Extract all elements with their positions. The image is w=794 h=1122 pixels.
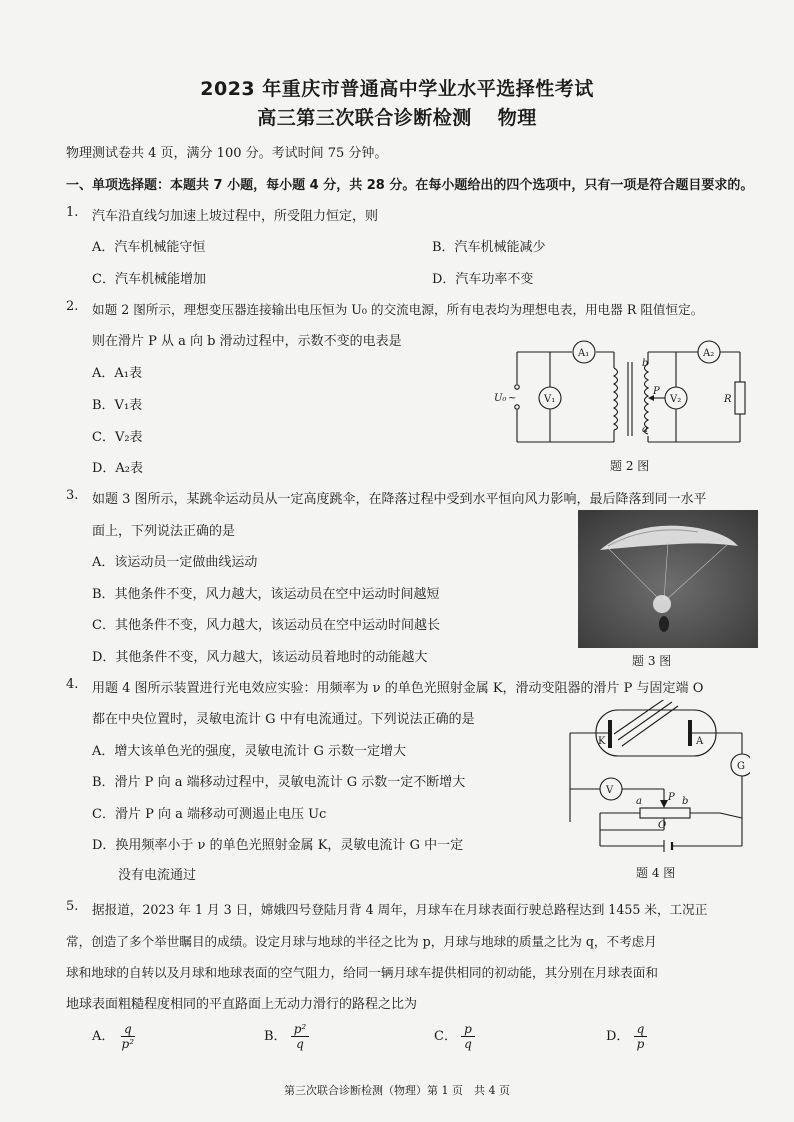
label-anode: A xyxy=(696,736,704,747)
option-d-cont: 没有电流通过 xyxy=(118,868,197,883)
label-v: V xyxy=(606,785,614,796)
option-c: C． $\frac{p}{q}$ xyxy=(434,1022,475,1051)
question-number: 4. xyxy=(66,677,79,692)
figure-caption: 题 3 图 xyxy=(632,654,672,668)
fraction-denominator: q xyxy=(464,1037,472,1051)
fraction-numerator: q xyxy=(634,1022,648,1037)
label-g: G xyxy=(737,761,745,772)
exam-intro: 物理测试卷共 4 页，满分 100 分。考试时间 75 分钟。 xyxy=(66,146,388,161)
option-a: A．该运动员一定做曲线运动 xyxy=(92,555,258,570)
exam-title-line1: 2023 年重庆市普通高中学业水平选择性考试 xyxy=(200,78,594,100)
label-a1: A₁ xyxy=(578,348,590,359)
label-u0: U₀ xyxy=(494,393,507,404)
option-c: C．其他条件不变，风力越大，该运动员在空中运动时间越长 xyxy=(92,618,440,633)
resistor-r xyxy=(735,382,745,414)
photoelectric-circuit-diagram xyxy=(560,700,750,860)
fraction-denominator: p xyxy=(636,1037,645,1051)
question-stem: 据报道，2023 年 1 月 3 日，嫦娥四号登陆月背 4 周年，月球车在月球表面行驶总路程达到 1455 米，工况正 xyxy=(92,902,708,917)
option-b: B．V₁表 xyxy=(92,398,143,413)
question-stem: 如题 2 图所示，理想变压器连接输出电压恒为 U₀ 的交流电源，所有电表均为理想电表，用电器 R 阻值恒定。 xyxy=(92,302,704,317)
label-k: K xyxy=(598,736,606,747)
transformer-circuit-diagram xyxy=(490,338,760,450)
option-d: D．其他条件不变，风力越大，该运动员着地时的动能越大 xyxy=(92,650,428,665)
fraction-denominator: q xyxy=(296,1037,304,1051)
fraction-numerator: p² xyxy=(291,1022,310,1037)
option-b: B．汽车机械能减少 xyxy=(432,240,546,255)
fraction-numerator: q xyxy=(121,1022,135,1037)
exam-title-line2 xyxy=(0,103,794,130)
label-b-end: b xyxy=(682,796,689,807)
figure-caption: 题 2 图 xyxy=(610,459,650,473)
label-p: P xyxy=(668,792,675,803)
question-stem: 汽车沿直线匀加速上坡过程中，所受阻力恒定，则 xyxy=(92,209,379,224)
label-p: P xyxy=(653,386,660,397)
option-a: A．A₁表 xyxy=(92,366,142,381)
skydiver xyxy=(659,616,669,632)
question-stem-cont: 常，创造了多个举世瞩目的成绩。设定月球与地球的半径之比为 p，月球与地球的质量之比为 q，不考虑月 xyxy=(66,934,657,949)
option-b: B． $\frac{\text{p²}}{q}$ xyxy=(264,1022,309,1051)
label-a-end: a xyxy=(636,796,642,807)
option-d: D． $\frac{q}{p}$ xyxy=(606,1022,647,1051)
option-c: C．汽车机械能增加 xyxy=(92,272,206,287)
option-a: A．汽车机械能守恒 xyxy=(92,240,206,255)
question-stem: 用题 4 图所示装置进行光电效应实验：用频率为 ν 的单色光照射金属 K，滑动变阻器的滑片 P 与固定端 O xyxy=(92,681,704,696)
option-d: D．汽车功率不变 xyxy=(432,272,534,287)
option-d: D．换用频率小于 ν 的单色光照射金属 K，灵敏电流计 G 中一定 xyxy=(92,838,464,853)
svg-text:~: ~ xyxy=(508,393,517,404)
fraction-denominator: p² xyxy=(121,1037,135,1051)
label-a: a xyxy=(642,424,648,435)
fraction-numerator: p xyxy=(461,1022,475,1037)
question-number: 1. xyxy=(66,205,79,220)
option-c: C．滑片 P 向 a 端移动可测遏止电压 Uc xyxy=(92,807,327,822)
label-o: O xyxy=(658,820,667,831)
question-number: 2. xyxy=(66,299,79,314)
parachute-photo xyxy=(578,510,758,648)
exam-subtitle: 高三第三次联合诊断检测 xyxy=(257,107,472,129)
option-b: B．滑片 P 向 a 端移动过程中，灵敏电流计 G 示数一定不断增大 xyxy=(92,775,466,790)
question-stem-cont: 面上，下列说法正确的是 xyxy=(92,524,236,539)
label-r: R xyxy=(724,394,732,405)
label-v1: V₁ xyxy=(544,394,556,405)
question-number: 3. xyxy=(66,488,79,503)
option-a: A．增大该单色光的强度，灵敏电流计 G 示数一定增大 xyxy=(92,744,407,759)
label-b: b xyxy=(642,358,649,369)
label-a2: A₂ xyxy=(703,348,715,359)
option-a: A． $\frac{q}{\text{p²}}$ xyxy=(92,1022,137,1051)
label-v2: V₂ xyxy=(670,394,682,405)
option-b: B．其他条件不变，风力越大，该运动员在空中运动时间越短 xyxy=(92,587,440,602)
section-heading: 一、单项选择题：本题共 7 小题，每小题 4 分，共 28 分。在每小题给出的四个选项中，只有一项是符合题目要求的。 xyxy=(66,178,754,193)
question-stem-cont: 都在中央位置时，灵敏电流计 G 中有电流通过。下列说法正确的是 xyxy=(92,712,475,727)
anode-a xyxy=(688,720,692,746)
question-stem-cont: 球和地球的自转以及月球和地球表面的空气阻力，给同一辆月球车提供相同的初动能，其分别在月球表面和 xyxy=(66,965,658,980)
option-c: C．V₂表 xyxy=(92,430,143,445)
option-d: D．A₂表 xyxy=(92,461,144,476)
cathode-k xyxy=(608,720,612,748)
page-footer: 第三次联合诊断检测（物理）第 1 页 共 4 页 xyxy=(284,1084,510,1097)
rheostat xyxy=(640,808,690,818)
exam-subject: 物理 xyxy=(497,107,537,129)
question-stem-cont: 则在滑片 P 从 a 向 b 滑动过程中，示数不变的电表是 xyxy=(92,334,402,349)
question-stem: 如题 3 图所示，某跳伞运动员从一定高度跳伞，在降落过程中受到水平恒向风力影响，最后降落到同一水平 xyxy=(92,492,707,507)
question-number: 5. xyxy=(66,899,79,914)
question-stem-cont: 地球表面粗糙程度相同的平直路面上无动力滑行的路程之比为 xyxy=(66,997,418,1012)
figure-caption: 题 4 图 xyxy=(636,866,676,880)
